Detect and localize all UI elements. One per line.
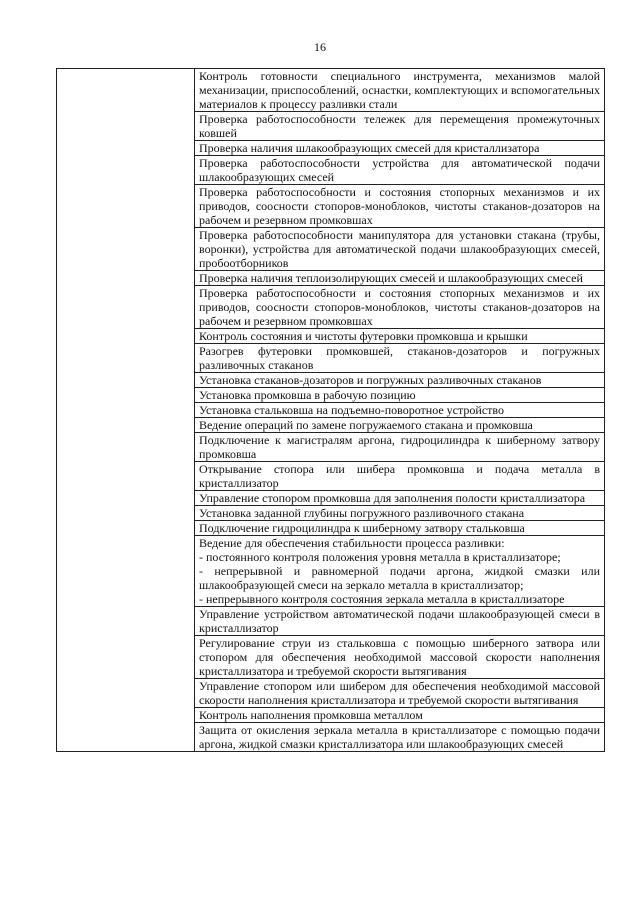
task-text: Управление стопором или шибером для обеспечения необходимой массовой скорости наполнения кристаллизатора и требуемой скорости вытягивания (199, 679, 600, 707)
task-text: Управление стопором промковша для заполнения полости кристаллизатора (199, 491, 586, 505)
task-cell (195, 679, 605, 708)
task-text: Установка промковша в рабочую позицию (199, 388, 416, 402)
task-cell (195, 723, 605, 752)
task-cell (195, 69, 605, 112)
task-cell (195, 708, 605, 723)
task-cell (195, 636, 605, 679)
task-cell (195, 286, 605, 329)
task-cell (195, 271, 605, 286)
task-text: Проверка работоспособности и состояния стопорных механизмов и их приводов, соосности стопоров-моноблоков, чистоты стаканов-дозаторов на рабочем и резервном промковшах (199, 286, 600, 328)
task-text: Установка стальковша на подъемно-поворотное устройство (199, 403, 504, 417)
task-cell (195, 141, 605, 156)
task-cell (195, 521, 605, 536)
task-text: Проверка работоспособности устройства для автоматической подачи шлакообразующих смесей (199, 156, 600, 184)
task-text: Проверка наличия шлакообразующих смесей для кристаллизатора (199, 141, 540, 155)
task-text: Проверка работоспособности и состояния стопорных механизмов и их приводов, соосности стопоров-моноблоков, чистоты стаканов-дозаторов на рабочем и резервном промковшах (199, 185, 600, 227)
task-cell (195, 491, 605, 506)
task-text: Разогрев футеровки промковшей, стаканов-дозаторов и погружных разливочных стаканов (199, 344, 600, 372)
task-text: Установка стаканов-дозаторов и погружных разливочных стаканов (199, 373, 542, 387)
task-text: Контроль наполнения промковша металлом (199, 708, 423, 722)
task-cell (195, 506, 605, 521)
task-text: Подключение к магистралям аргона, гидроцилиндра к шиберному затвору промковша (199, 433, 600, 461)
task-cell (195, 344, 605, 373)
task-text: Защита от окисления зеркала металла в кристаллизаторе с помощью подачи аргона, жидкой смазки кристаллизатора или шлакообразующих смесей (199, 723, 600, 751)
task-text: Ведение для обеспечения стабильности процесса разливки: (199, 536, 505, 550)
task-cell (195, 329, 605, 344)
task-text: Проверка наличия теплоизолирующих смесей и шлакообразующих смесей (199, 271, 583, 285)
task-cell (195, 418, 605, 433)
task-cell (195, 433, 605, 462)
task-cell (195, 228, 605, 271)
task-text: Проверка работоспособности манипулятора для установки стакана (трубы, воронки), устройства для автоматической подачи шлакообразующих смесей, пробоотборников (199, 228, 600, 270)
task-text: - постоянного контроля положения уровня металла в кристаллизаторе; (199, 550, 561, 564)
task-text: Проверка работоспособности тележек для перемещения промежуточных ковшей (199, 112, 600, 140)
task-cell (195, 607, 605, 636)
task-cell (195, 112, 605, 141)
labor-functions-table (56, 68, 605, 752)
task-cell (195, 403, 605, 418)
task-text: - непрерывного контроля состояния зеркала металла в кристаллизаторе (199, 592, 565, 606)
task-text: Установка заданной глубины погружного разливочного стакана (199, 506, 525, 520)
task-cell (195, 536, 605, 607)
left-column-cell (57, 69, 195, 752)
table-body (57, 69, 605, 752)
task-text: Контроль готовности специального инструмента, механизмов малой механизации, приспособлений, оснастки, комплектующих и вспомогательных материалов к процессу разливки стали (199, 69, 600, 111)
task-text: Ведение операций по замене погружаемого стакана и промковша (199, 418, 533, 432)
task-cell (195, 462, 605, 491)
task-cell (195, 388, 605, 403)
task-text: Подключение гидроцилиндра к шиберному затвору стальковша (199, 521, 525, 535)
page-number: 16 (314, 40, 326, 54)
task-text: Регулирование струи из стальковша с помощью шиберного затвора или стопором для обеспечения необходимой массовой скорости наполнения кристаллизатора и требуемой скорости вытягивания (199, 636, 600, 678)
task-text: Контроль состояния и чистоты футеровки промковша и крышки (199, 329, 528, 343)
task-text: Открывание стопора или шибера промковша и подача металла в кристаллизатор (199, 462, 600, 490)
task-text: - непрерывной и равномерной подачи аргона, жидкой смазки или шлакообразующей смеси на зеркало металла в кристаллизатор; (199, 564, 600, 592)
task-cell (195, 373, 605, 388)
task-cell (195, 156, 605, 185)
task-cell (195, 185, 605, 228)
task-text: Управление устройством автоматической подачи шлакообразующей смеси в кристаллизатор (199, 607, 600, 635)
table-row (57, 69, 605, 112)
